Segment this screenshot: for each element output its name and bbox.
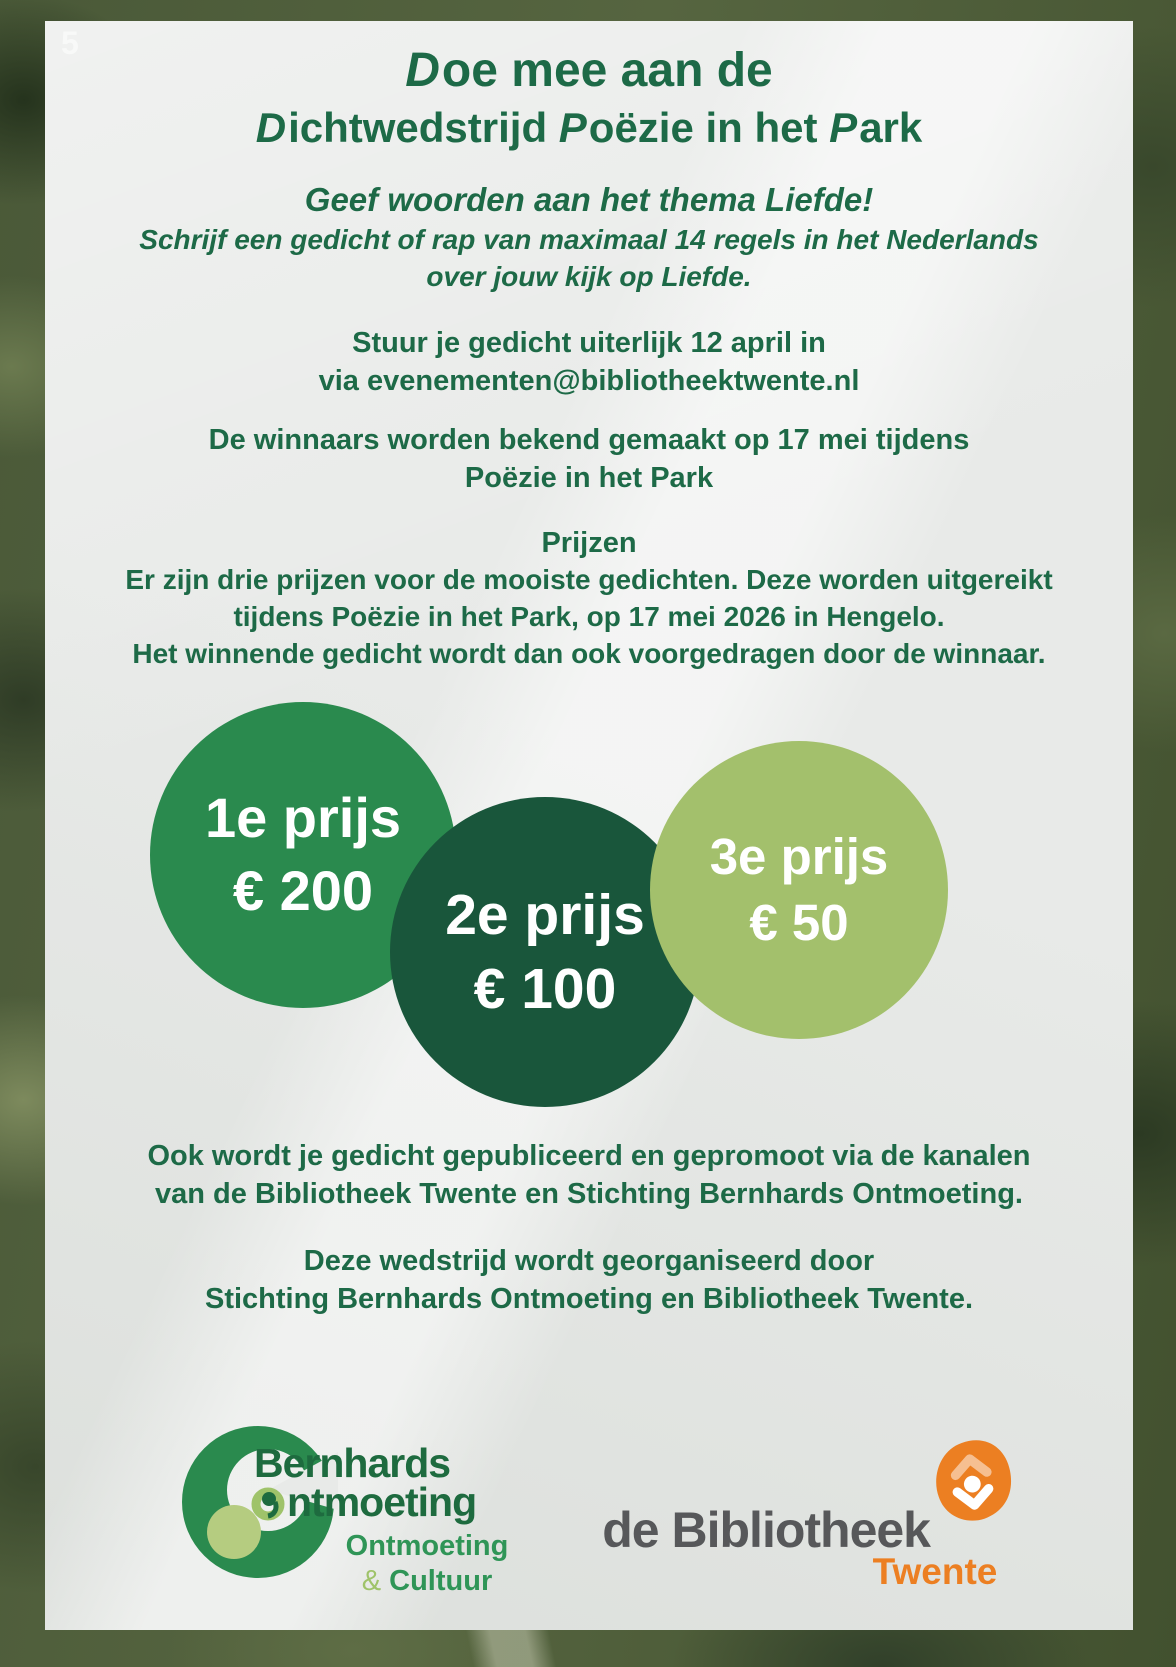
bibliotheek-name: de Bibliotheek <box>602 1502 930 1558</box>
bibliotheek-twente-logo <box>590 1421 1060 1616</box>
prize-amount: € 200 <box>232 859 374 922</box>
page-number-overlay: 5 <box>61 25 79 61</box>
intro-tagline: Geef woorden aan het thema Liefde! <box>304 181 874 218</box>
aerial-photo-road-stripe <box>0 1630 1176 1667</box>
prize-rank: 3e prijs <box>709 827 889 885</box>
bernhards-cultuur-text: Cultuur <box>381 1565 493 1597</box>
prize-circle-third <box>650 741 948 1039</box>
bernhards-subtitle-line-1: Ontmoeting <box>345 1530 509 1562</box>
bernhards-wordmark-line-2 <box>248 1479 476 1526</box>
prize-circle-second <box>390 797 700 1107</box>
prize-amount: € 50 <box>749 894 849 951</box>
promotion-line-1: Ook wordt je gedicht gepubliceerd en gepromoot via de kanalen <box>147 1140 1031 1172</box>
prizes-info-line-3: Het winnende gedicht wordt dan ook voorgedragen door de winnaar. <box>132 638 1046 669</box>
prize-rank: 2e prijs <box>445 882 645 947</box>
organizers-line-2: Stichting Bernhards Ontmoeting en Bibliotheek Twente. <box>204 1283 974 1315</box>
announcement-line-2: Poëzie in het Park <box>464 462 714 494</box>
intro-line-3: over jouw kijk op Liefde. <box>426 261 752 292</box>
submission-deadline: Stuur je gedicht uiterlijk 12 april in <box>352 327 826 359</box>
announcement-line-1: De winnaars worden bekend gemaakt op 17 mei tijdens <box>208 424 970 456</box>
organizers-line-1: Deze wedstrijd wordt georganiseerd door <box>303 1245 875 1277</box>
intro-line-2: Schrijf een gedicht of rap van maximaal 14 regels in het Nederlands <box>139 224 1039 255</box>
prize-rank: 1e prijs <box>204 786 402 850</box>
promotion-line-2: van de Bibliotheek Twente en Stichting Bernhards Ontmoeting. <box>155 1178 1023 1210</box>
bibliotheek-region: Twente <box>872 1551 998 1592</box>
bernhards-subtitle-line-2 <box>302 1565 552 1598</box>
title-line-2: Dichtwedstrijd Poëzie in het Park <box>255 104 923 151</box>
bernhards-o-icon <box>248 1483 288 1523</box>
prize-amount: € 100 <box>473 957 617 1021</box>
prizes-heading: Prijzen <box>541 527 637 559</box>
title-line-1: Doe mee aan de <box>405 44 773 97</box>
poster-panel <box>45 21 1133 1630</box>
submission-email: via evenementen@bibliotheektwente.nl <box>318 365 860 397</box>
bernhards-subtitle <box>302 1530 552 1598</box>
prizes-info-line-1: Er zijn drie prijzen voor de mooiste gedichten. Deze worden uitgereikt <box>125 564 1053 595</box>
bernhards-wordmark-line-1: Bernhards <box>254 1440 451 1486</box>
bernhards-ontmoeting-logo <box>182 1426 562 1606</box>
prizes-info-line-2: tijdens Poëzie in het Park, op 17 mei 2026 in Hengelo. <box>233 601 945 632</box>
bibliotheek-blob-icon <box>926 1435 1018 1527</box>
bernhards-wordmark-line-2-text: ntmoeting <box>287 1479 477 1525</box>
bernhards-ampersand: & <box>361 1565 382 1597</box>
